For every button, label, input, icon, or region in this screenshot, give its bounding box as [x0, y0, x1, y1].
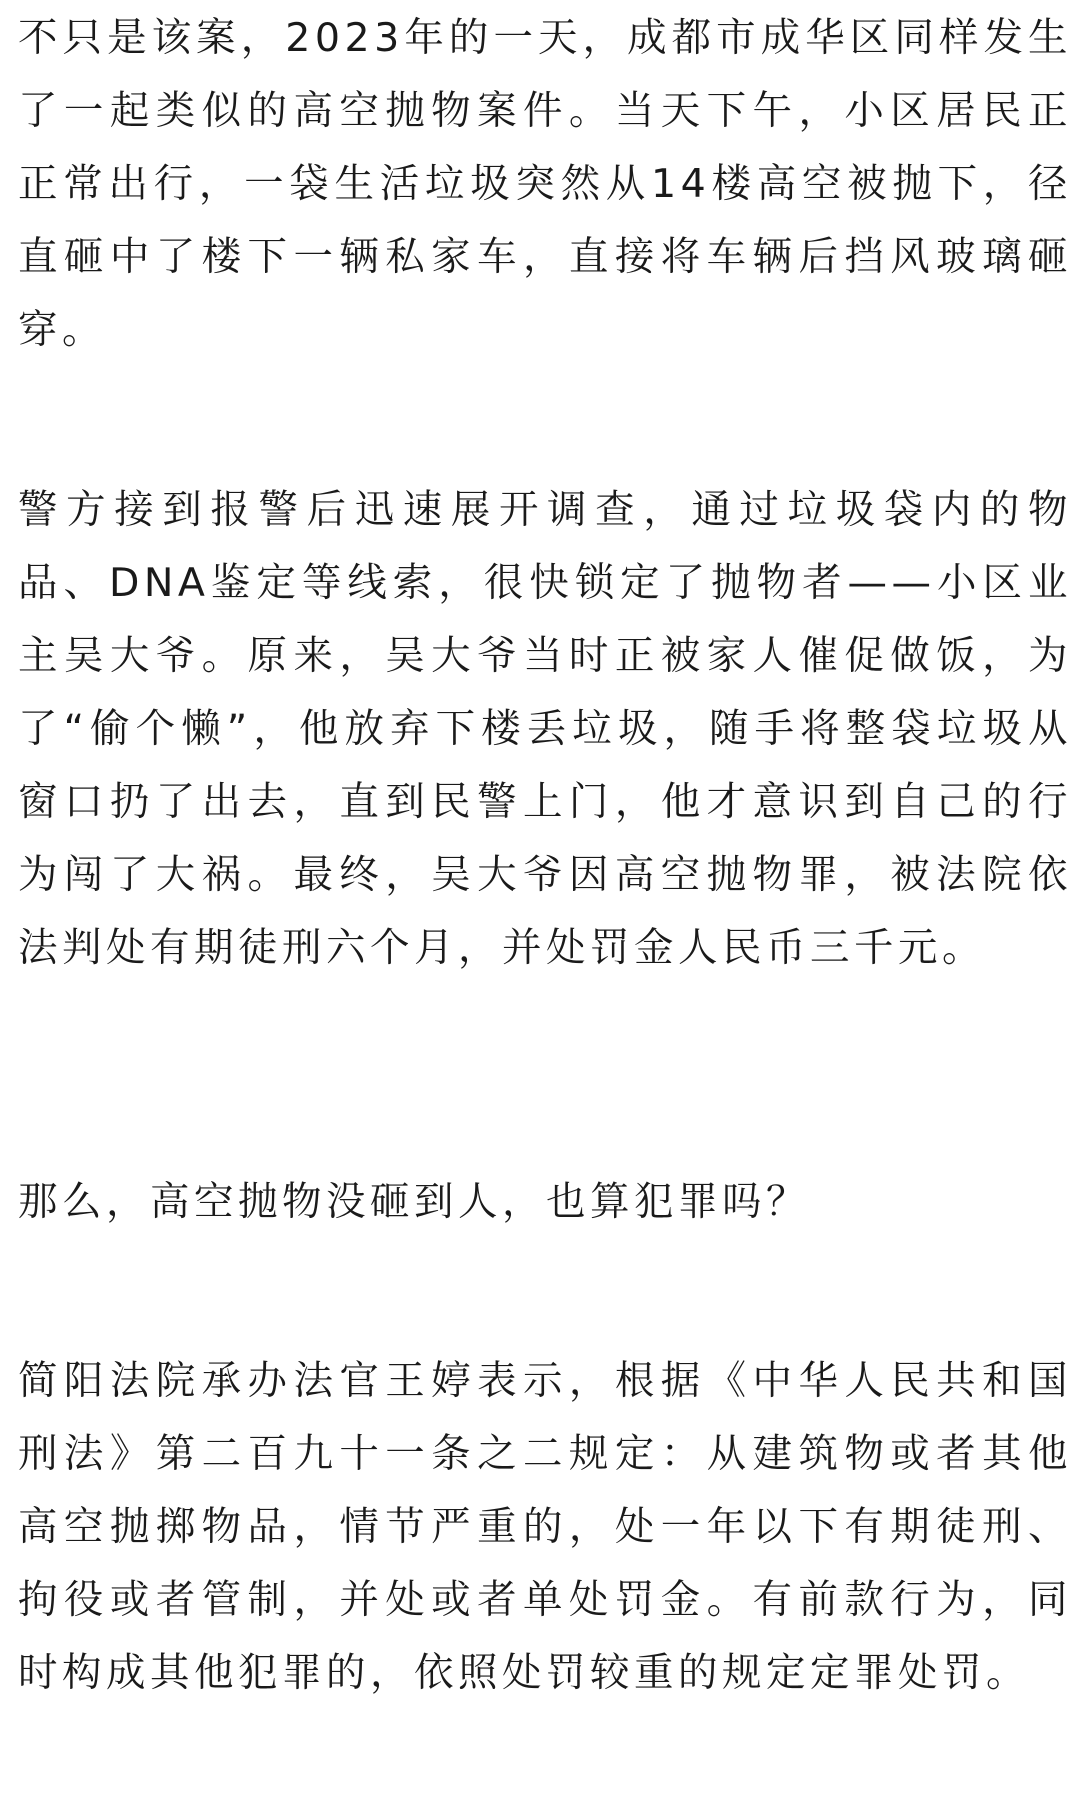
paragraph-judge-statement: 简阳法院承办法官王婷表示，根据《中华人民共和国刑法》第二百九十一条之二规定：从建筑物或者其他高空抛掷物品，情节严重的，处一年以下有期徒刑、拘役或者管制，并处或者单处罚金。有前款行为，同时构成其他犯罪的，依照处罚较重的规定定罪处罚。 — [18, 1358, 1072, 1696]
paragraph-police-investigation: 警方接到报警后迅速展开调查，通过垃圾袋内的物品、DNA鉴定等线索，很快锁定了抛物者——小区业主吴大爷。原来，吴大爷当时正被家人催促做饭，为了“偷个懒”，他放弃下楼丢垃圾，随手将整袋垃圾从窗口扔了出去，直到民警上门，他才意识到自己的行为闯了大祸。最终，吴大爷因高空抛物罪，被法院依法判处有期徒刑六个月，并处罚金人民币三千元。 — [18, 487, 1072, 971]
paragraph-question: 那么，高空抛物没砸到人，也算犯罪吗？ — [18, 1179, 810, 1225]
paragraph-chenghua-case: 不只是该案，2023年的一天，成都市成华区同样发生了一起类似的高空抛物案件。当天下午，小区居民正正常出行，一袋生活垃圾突然从14楼高空被抛下，径直砸中了楼下一辆私家车，直接将车辆后挡风玻璃砸穿。 — [18, 15, 1072, 353]
